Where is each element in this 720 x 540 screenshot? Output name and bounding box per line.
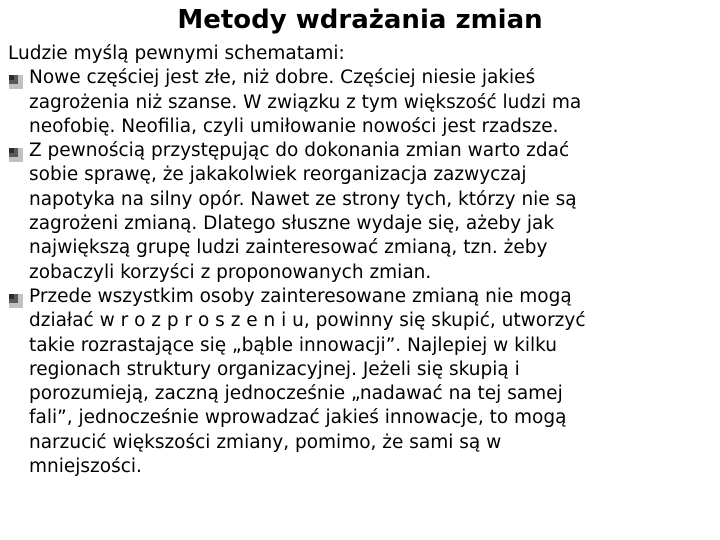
bullet-text-line: zobaczyli korzyści z proponowanych zmian. (29, 261, 432, 283)
slide-body (8, 42, 713, 479)
bullet-item (8, 66, 713, 139)
bullet-text-line: zagrożeni zmianą. Dlatego słuszne wydaje się, ażeby jak (29, 213, 555, 235)
square-bullet-icon (9, 145, 23, 159)
square-bullet-icon (9, 291, 23, 305)
bullet-text-line: napotyka na silny opór. Nawet ze strony tych, którzy nie są (29, 188, 577, 210)
bullet-item (8, 139, 713, 285)
bullet-text-line: Nowe częściej jest złe, niż dobre. Częściej niesie jakieś (29, 67, 536, 89)
bullet-text-line: takie rozrastające się „bąble innowacji”. Najlepiej w kilku (29, 334, 558, 356)
intro-text: Ludzie myślą pewnymi schematami: (8, 43, 345, 64)
bullet-text-line: mniejszości. (29, 456, 142, 478)
bullet-text-line: neofobię. Neofilia, czyli umiłowanie nowości jest rzadsze. (29, 115, 559, 137)
bullet-text-line: fali”, jednocześnie wprowadzać jakieś innowacje, to mogą (29, 407, 567, 429)
bullet-text-line: Z pewnością przystępując do dokonania zmian warto zdać (29, 140, 570, 162)
bullet-text-line: największą grupę ludzi zainteresować zmianą, tzn. żeby (29, 237, 548, 259)
bullet-item (8, 285, 713, 479)
bullet-text-line: porozumieją, zaczną jednocześnie „nadawać na tej samej (29, 383, 563, 405)
bullet-text-line: Przede wszystkim osoby zainteresowane zmianą nie mogą (29, 285, 572, 307)
bullet-text-line: działać w r o z p r o s z e n i u, powinny się skupić, utworzyć (29, 310, 586, 332)
bullet-text-line: zagrożenia niż szanse. W związku z tym większość ludzi ma (29, 91, 582, 113)
bullet-text-line: regionach struktury organizacyjnej. Jeżeli się skupią i (29, 358, 520, 380)
slide-title: Metody wdrażania zmian (177, 5, 543, 35)
bullet-text-line: narzucić większości zmiany, pomimo, że sami są w (29, 431, 502, 453)
bullet-text-line: sobie sprawę, że jakakolwiek reorganizacja zazwyczaj (29, 164, 527, 186)
square-bullet-icon (9, 72, 23, 86)
